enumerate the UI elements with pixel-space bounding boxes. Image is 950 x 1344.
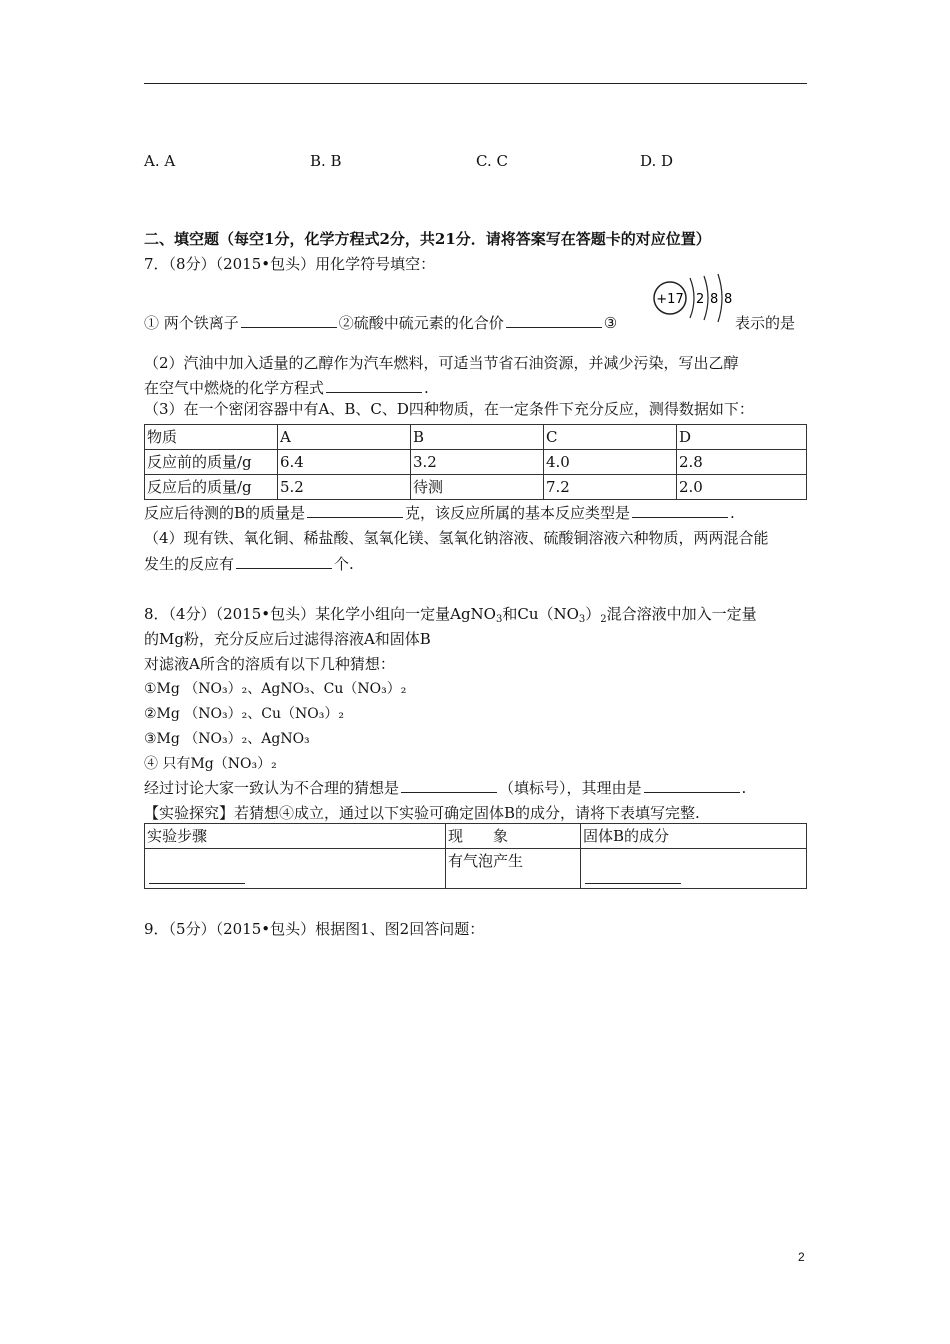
section-title: 二、填空题（每空1分，化学方程式2分，共21分．请将答案写在答题卡的对应位置） [144,230,711,248]
table-header-cell: 实验步骤 [145,824,446,849]
period: . [424,379,429,397]
q8-head [144,603,757,625]
option-d: D. D [640,152,674,170]
atom-structure-diagram [650,272,740,328]
table-cell: 反应前的质量/g [145,450,278,475]
subscript: 3 [578,614,586,625]
text: 反应后待测的B的质量是 [144,504,306,522]
subscript: 3 [495,614,503,625]
q8-guess-2: ②Mg （NO₃）₂、Cu（NO₃）₂ [144,706,344,722]
answer-blank[interactable] [585,869,681,884]
q7-p1d: 表示的是 [735,314,796,332]
q8-conclusion [144,777,746,798]
text: 经过讨论大家一致认为不合理的猜想是 [144,779,400,797]
text: 混合溶液中加入一定量 [606,605,757,623]
answer-blank[interactable] [236,554,332,569]
text: 和Cu（NO [502,605,579,623]
table-cell: 2.8 [677,450,807,475]
table-cell: 有气泡产生 [446,849,581,889]
text: 8．（4分）（2015•包头）某化学小组向一定量AgNO [144,605,496,623]
option-a: A. A [144,152,176,170]
table-cell: 6.4 [278,450,411,475]
q7-p3: （3）在一个密闭容器中有A、B、C、D四种物质，在一定条件下充分反应，测得数据如下： [144,400,754,418]
q7-p1c: ③ [603,314,618,332]
table-cell: 物质 [145,425,278,450]
table-cell[interactable] [581,849,807,889]
option-b: B. B [310,152,342,170]
table-cell: C [544,425,677,450]
q8-line2: 的Mg粉，充分反应后过滤得溶液A和固体B [144,630,431,648]
shell-2-count: 8 [710,292,719,307]
table-header-cell: 现 象 [446,824,581,849]
q7-p2b-line [144,377,429,398]
q8-experiment-table [144,823,807,889]
q8-guess-1: ①Mg （NO₃）₂、AgNO₃、Cu（NO₃）₂ [144,681,407,697]
table-cell: 4.0 [544,450,677,475]
table-cell: 3.2 [411,450,544,475]
table-cell: A [278,425,411,450]
table-row [145,824,807,849]
table-row [145,425,807,450]
text: 克，该反应所属的基本反应类型是 [405,504,631,522]
option-c: C. C [476,152,508,170]
q7-part1 [144,312,617,333]
q7-p2b: 在空气中燃烧的化学方程式 [144,379,325,397]
period: . [741,779,747,797]
table-row [145,849,807,889]
period: . [730,504,735,522]
q8-explore: 【实验探究】若猜想④成立，通过以下实验可确定固体B的成分，请将下表填写完整. [144,804,700,822]
answer-blank[interactable] [307,503,403,518]
q7-p4a: （4）现有铁、氧化铜、稀盐酸、氢氧化镁、氢氧化钠溶液、硫酸铜溶液六种物质，两两混合能 [144,529,769,547]
subscript: 2 [600,614,607,625]
q8-guess-4: ④ 只有Mg（NO₃）₂ [144,756,277,772]
q8-guess-3: ③Mg （NO₃）₂、AgNO₃ [144,731,310,747]
page-number: 2 [798,1250,805,1264]
table-cell: 5.2 [278,475,411,500]
table-cell: 反应后的质量/g [145,475,278,500]
q8-line3: 对滤液A所含的溶质有以下几种猜想： [144,655,395,673]
answer-blank[interactable] [644,778,740,793]
text: 个. [334,555,354,573]
table-cell: D [677,425,807,450]
table-row [145,450,807,475]
text: ） [585,605,601,623]
table-cell: 待测 [411,475,544,500]
table-cell: 7.2 [544,475,677,500]
answer-blank[interactable] [506,313,602,328]
shell-3-count: 8 [724,292,733,307]
q9-head: 9．（5分）（2015•包头）根据图1、图2回答问题： [144,920,485,938]
nucleus-charge: +17 [656,292,684,307]
q7-p1a: ① 两个铁离子 [144,314,239,332]
answer-blank[interactable] [632,503,728,518]
answer-blank[interactable] [241,313,337,328]
answer-blank[interactable] [149,869,245,884]
text: （填标号），其理由是 [499,779,642,797]
header-rule [144,83,807,84]
q7-data-table [144,424,807,500]
table-header-cell: 固体B的成分 [581,824,807,849]
text: 发生的反应有 [144,555,235,573]
shell-1-count: 2 [696,292,705,307]
q7-p2a: （2）汽油中加入适量的乙醇作为汽车燃料，可适当节省石油资源，并减少污染，写出乙醇 [144,354,739,372]
table-cell: 2.0 [677,475,807,500]
answer-blank[interactable] [326,378,422,393]
q7-p1b: ②硫酸中硫元素的化合价 [338,314,504,332]
q7-p4b [144,553,354,574]
q7-head: 7．（8分）（2015•包头）用化学符号填空： [144,255,436,273]
answer-blank[interactable] [401,778,497,793]
q7-p3b [144,502,735,523]
table-cell[interactable] [145,849,446,889]
table-row [145,475,807,500]
table-cell: B [411,425,544,450]
